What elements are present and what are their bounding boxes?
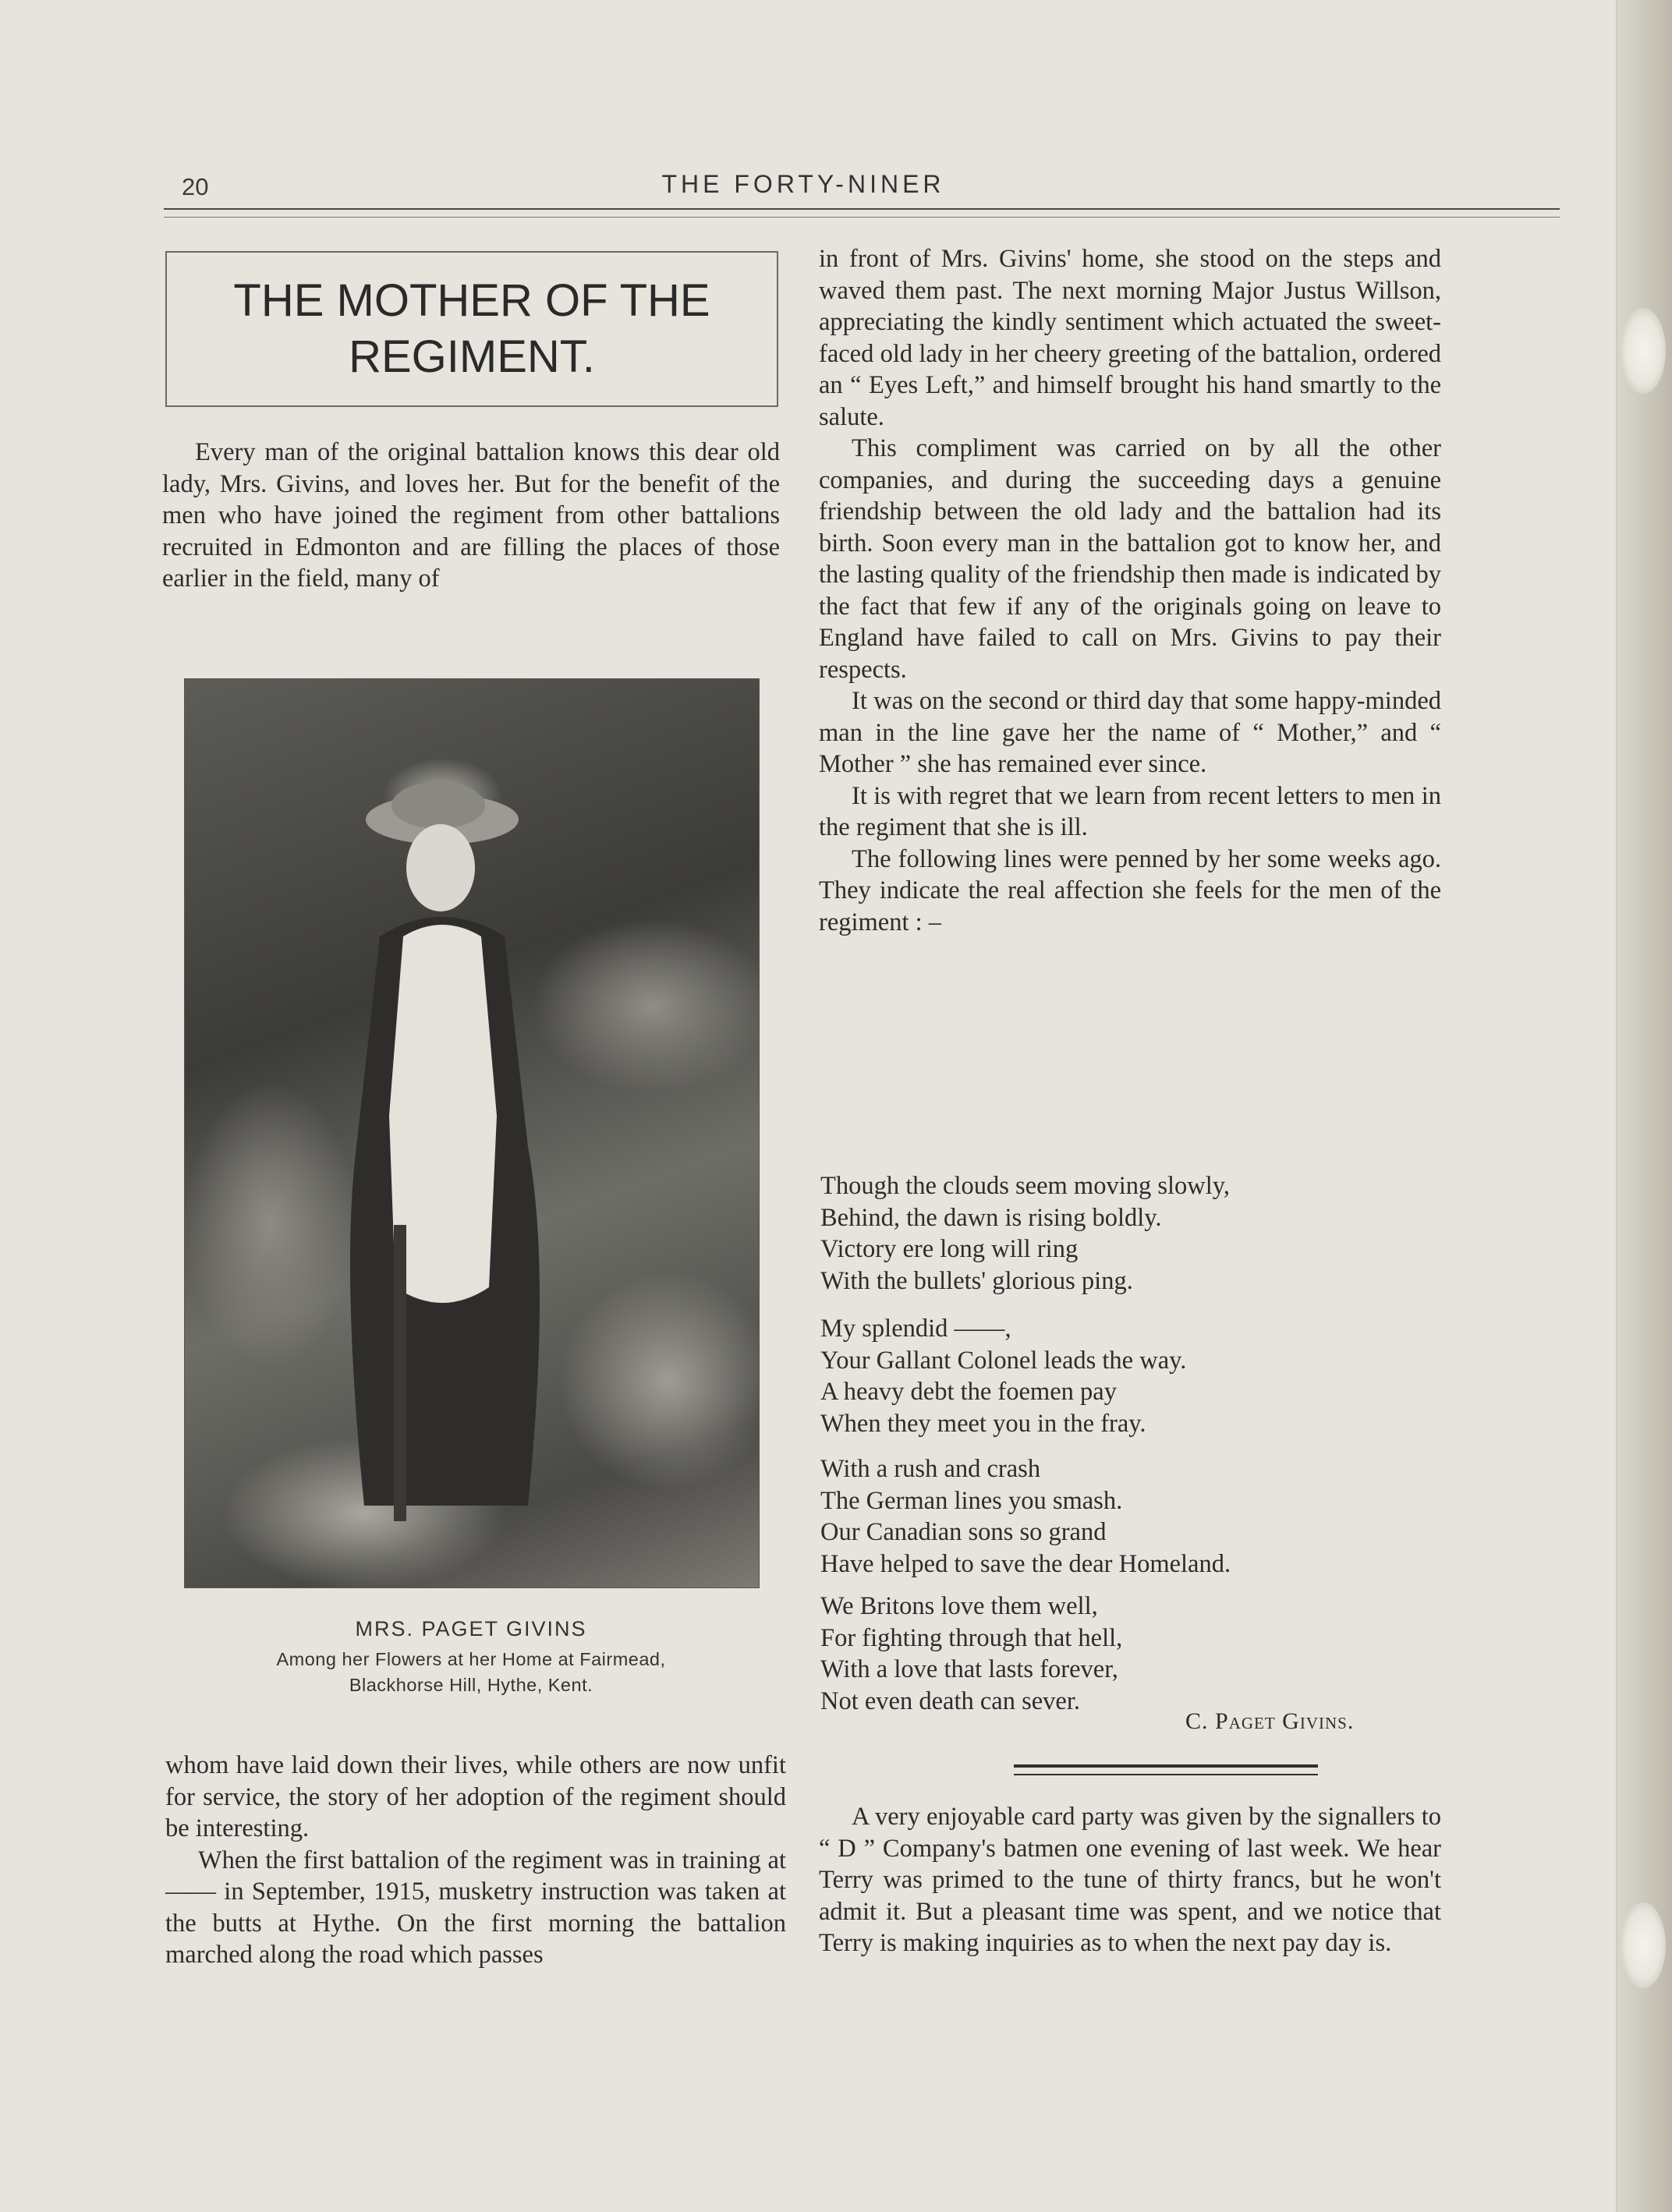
left-column-top: [162, 437, 780, 595]
poem-line: Have helped to save the dear Homeland.: [820, 1549, 1231, 1578]
poem-line: We Britons love them well,: [820, 1592, 1098, 1620]
poem-stanza: [820, 1313, 1186, 1439]
note-text: [819, 1801, 1441, 1959]
page-number: 20: [182, 173, 209, 200]
poem-line: My splendid ——,: [820, 1315, 1011, 1343]
paragraph: whom have laid down their lives, while others are now unfit for service, the story of her adoption of the regiment should be interesting.: [165, 1751, 786, 1842]
paragraph: Every man of the original battalion knows this dear old lady, Mrs. Givins, and loves her. But for the benefit of the men who have joined the regiment from other battalions recruited in Edmonton and are filling the places of those earlier in the field, many of: [162, 438, 780, 593]
paragraph: It was on the second or third day that some happy-minded man in the line gave her the name of “ Mother,” and “ Mother ” she has remained ever since.: [819, 687, 1441, 778]
poem-line: Victory ere long will ring: [820, 1235, 1079, 1263]
binding-hole: [1621, 308, 1666, 394]
poem-line: For fighting through that hell,: [820, 1623, 1123, 1652]
caption-line: Blackhorse Hill, Hythe, Kent.: [349, 1675, 593, 1695]
poem-line: Not even death can sever.: [820, 1686, 1080, 1715]
photo-caption-name: MRS. PAGET GIVINS: [355, 1617, 587, 1640]
poem-line: When they meet you in the fray.: [820, 1409, 1146, 1438]
right-column-text: [819, 243, 1441, 938]
poem-stanza: [820, 1453, 1231, 1580]
poem-line: With a love that lasts forever,: [820, 1655, 1118, 1683]
photo-caption-description: [184, 1647, 758, 1698]
poem-line: A heavy debt the foemen pay: [820, 1378, 1117, 1406]
poem-line: Though the clouds seem moving slowly,: [820, 1172, 1231, 1200]
running-title: THE FORTY-NINER: [661, 170, 945, 198]
paragraph: The following lines were penned by her some weeks ago. They indicate the real affection she feels for the men of the regiment : –: [819, 844, 1441, 936]
photo-figure: [185, 679, 759, 1587]
paragraph: in front of Mrs. Givins' home, she stood on the steps and waved them past. The next morning Major Justus Willson, appreciating the kindly sentiment which actuated the sweet-faced old lady in her cheery greeting of the battalion, ordered an “ Eyes Left,” and himself brought his hand smartly to the salute.: [819, 245, 1441, 431]
poem-line: With the bullets' glorious ping.: [820, 1266, 1133, 1295]
section-divider: [1014, 1764, 1318, 1775]
paragraph: It is with regret that we learn from recent letters to men in the regiment that she is ill.: [819, 781, 1441, 841]
binding-hole: [1621, 1902, 1666, 1988]
poem-stanza: [820, 1170, 1230, 1297]
poem-line: Our Canadian sons so grand: [820, 1518, 1107, 1546]
poem-line: Your Gallant Colonel leads the way.: [820, 1346, 1187, 1375]
poem-stanza: [820, 1591, 1122, 1717]
poem-line: The German lines you smash.: [820, 1486, 1123, 1515]
portrait-photo: [184, 678, 760, 1588]
header-rule: [164, 208, 1560, 218]
caption-line: Among her Flowers at her Home at Fairmead,: [276, 1649, 666, 1669]
paragraph: When the first battalion of the regiment was in training at —— in September, 1915, musketry instruction was taken at the butts at Hythe. On the first morning the battalion marched along the road which passes: [165, 1846, 786, 1969]
article-title: THE MOTHER OF THE REGIMENT.: [233, 275, 710, 382]
poem-signature: C. Paget Givins.: [1185, 1708, 1355, 1734]
left-column-bottom: [165, 1750, 786, 1971]
paragraph: This compliment was carried on by all the other companies, and during the succeeding days a genuine friendship between the old lady and the battalion had its birth. Soon every man in the battalion got to know her, and the lasting quality of the friendship then made is indicated by the fact that few if any of the originals going on leave to England have failed to call on Mrs. Givins to pay their respects.: [819, 434, 1441, 684]
poem-line: With a rush and crash: [820, 1455, 1041, 1483]
paragraph: A very enjoyable card party was given by the signallers to “ D ” Company's batmen one evening of last week. We hear Terry was primed to the tune of thirty francs, but he won't admit it. But a pleasant time was spent, and we notice that Terry is making inquiries as to when the next pay day is.: [819, 1803, 1441, 1957]
poem-line: Behind, the dawn is rising boldly.: [820, 1203, 1162, 1232]
